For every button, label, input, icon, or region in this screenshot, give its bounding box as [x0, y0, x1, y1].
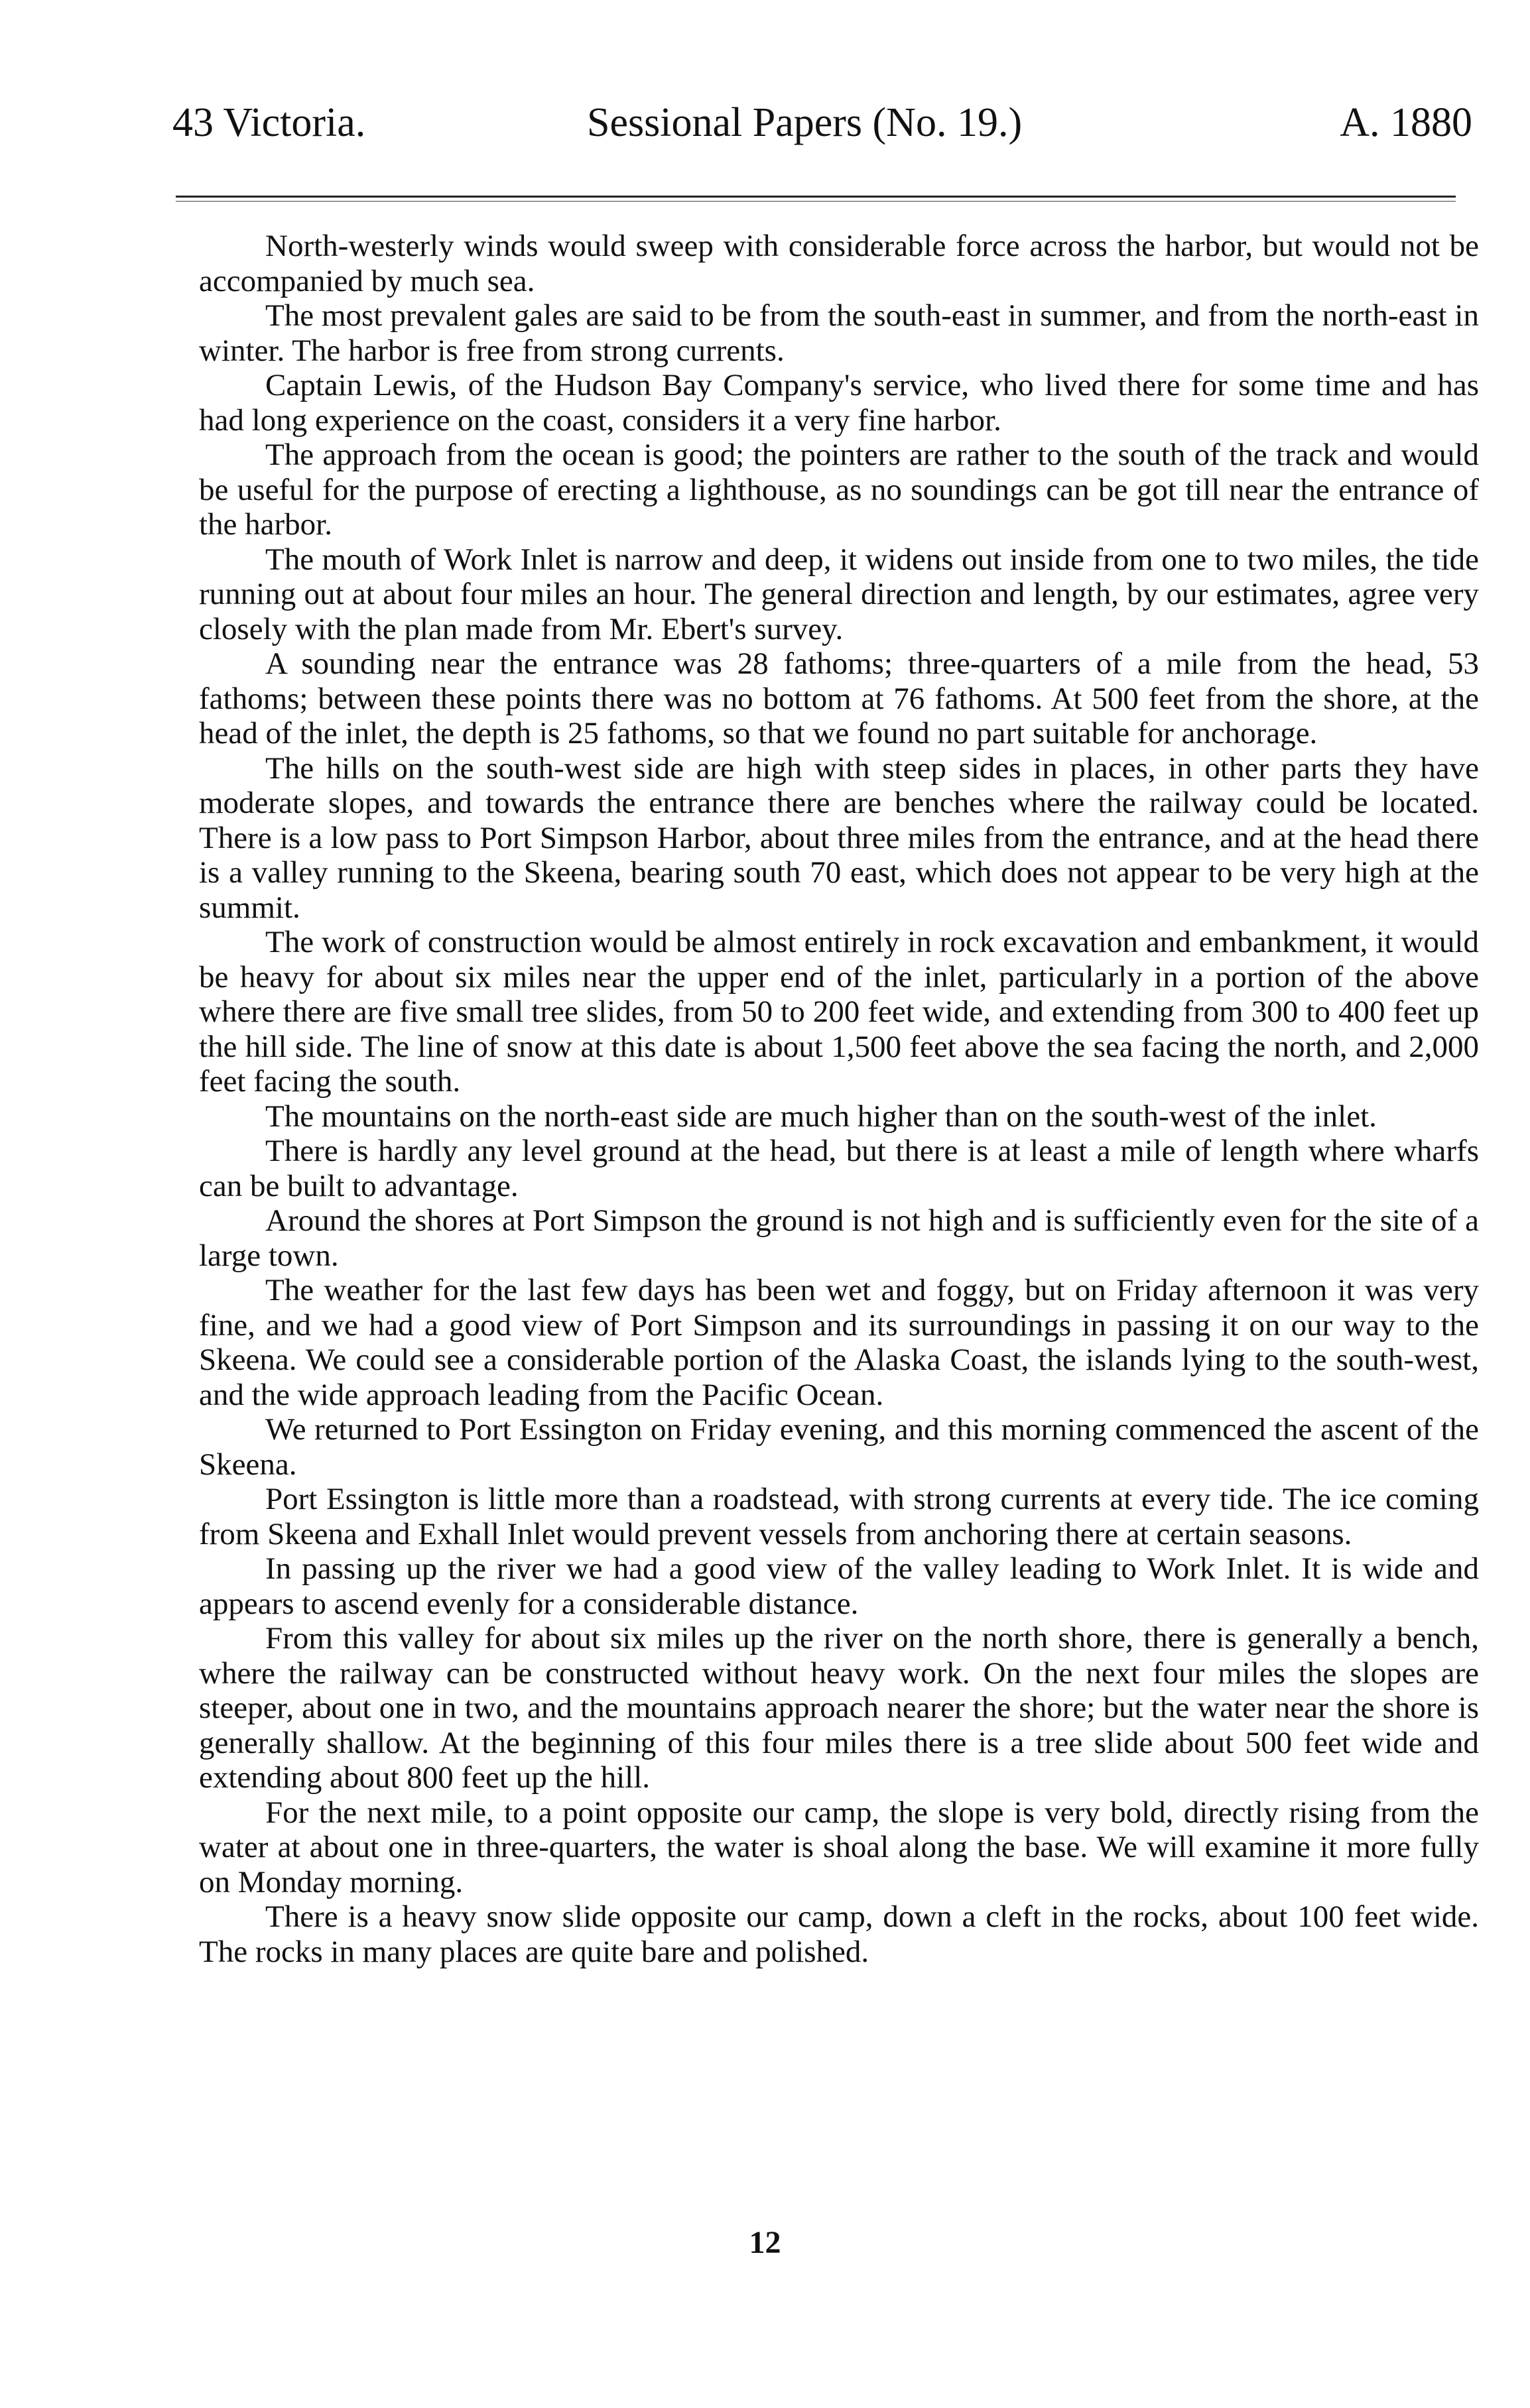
paragraph: For the next mile, to a point opposite our camp, the slope is very bold, directly rising from the water at about one in three-quarters, the water is shoal along the base. We will examine it more fully on Monday morning. [199, 1795, 1479, 1899]
paragraph: We returned to Port Essington on Friday evening, and this morning commenced the ascent of the Skeena. [199, 1412, 1479, 1482]
page-header [172, 99, 1472, 166]
header-rule [176, 196, 1456, 198]
header-series: A. 1880 [1340, 100, 1472, 145]
paragraph: The most prevalent gales are said to be from the south-east in summer, and from the north-east in winter. The harbor is free from strong currents. [199, 298, 1479, 368]
paragraph: Port Essington is little more than a roadstead, with strong currents at every tide. The ice coming from Skeena and Exhall Inlet would prevent vessels from anchoring there at certain seasons. [199, 1482, 1479, 1551]
paragraph: The hills on the south-west side are high with steep sides in places, in other parts they have moderate slopes, and towards the entrance there are benches where the railway could be located. There is a low pass to Port Simpson Harbor, about three miles from the entrance, and at the head there is a valley running to the Skeena, bearing south 70 east, which does not appear to be very high at the summit. [199, 751, 1479, 925]
paragraph: The mountains on the north-east side are much higher than on the south-west of the inlet. [265, 1099, 1377, 1134]
paragraph: In passing up the river we had a good view of the valley leading to Work Inlet. It is wide and appears to ascend evenly for a considerable distance. [199, 1551, 1479, 1621]
paragraph: The work of construction would be almost entirely in rock excavation and embankment, it would be heavy for about six miles near the upper end of the inlet, particularly in a portion of the above where there are five small tree slides, from 50 to 200 feet wide, and extending from 300 to 400 feet up the hill side. The line of snow at this date is about 1,500 feet above the sea facing the north, and 2,000 feet facing the south. [199, 925, 1479, 1099]
header-rule-thin [176, 201, 1456, 202]
header-volume: 43 Victoria. [172, 100, 366, 145]
paragraph: Captain Lewis, of the Hudson Bay Company's service, who lived there for some time and has had long experience on the coast, considers it a very fine harbor. [199, 368, 1479, 438]
paragraph: North-westerly winds would sweep with considerable force across the harbor, but would not be accompanied by much sea. [199, 229, 1479, 298]
body-text [199, 229, 1479, 1969]
page-number: 12 [749, 2225, 781, 2260]
paragraph: There is hardly any level ground at the head, but there is at least a mile of length where wharfs can be built to advantage. [199, 1134, 1479, 1203]
paragraph: The approach from the ocean is good; the pointers are rather to the south of the track and would be useful for the purpose of erecting a lighthouse, as no soundings can be got till near the entrance of the harbor. [199, 438, 1479, 542]
paragraph: Around the shores at Port Simpson the ground is not high and is sufficiently even for the site of a large town. [199, 1203, 1479, 1273]
paragraph: From this valley for about six miles up the river on the north shore, there is generally a bench, where the railway can be constructed without heavy work. On the next four miles the slopes are steeper, about one in two, and the mountains approach nearer the shore; but the water near the shore is generally shallow. At the beginning of this four miles there is a tree slide about 500 feet wide and extending about 800 feet up the hill. [199, 1621, 1479, 1795]
paragraph: The weather for the last few days has been wet and foggy, but on Friday afternoon it was very fine, and we had a good view of Port Simpson and its surroundings in passing it on our way to the Skeena. We could see a considerable portion of the Alaska Coast, the islands lying to the south-west, and the wide approach leading from the Pacific Ocean. [199, 1273, 1479, 1412]
header-title: Sessional Papers (No. 19.) [587, 100, 1023, 145]
paragraph: The mouth of Work Inlet is narrow and deep, it widens out inside from one to two miles, the tide running out at about four miles an hour. The general direction and length, by our estimates, agree very closely with the plan made from Mr. Ebert's survey. [199, 542, 1479, 646]
paragraph: There is a heavy snow slide opposite our camp, down a cleft in the rocks, about 100 feet wide. The rocks in many places are quite bare and polished. [199, 1899, 1479, 1969]
paragraph: A sounding near the entrance was 28 fathoms; three-quarters of a mile from the head, 53 fathoms; between these points there was no bottom at 76 fathoms. At 500 feet from the shore, at the head of the inlet, the depth is 25 fathoms, so that we found no part suitable for anchorage. [199, 646, 1479, 751]
